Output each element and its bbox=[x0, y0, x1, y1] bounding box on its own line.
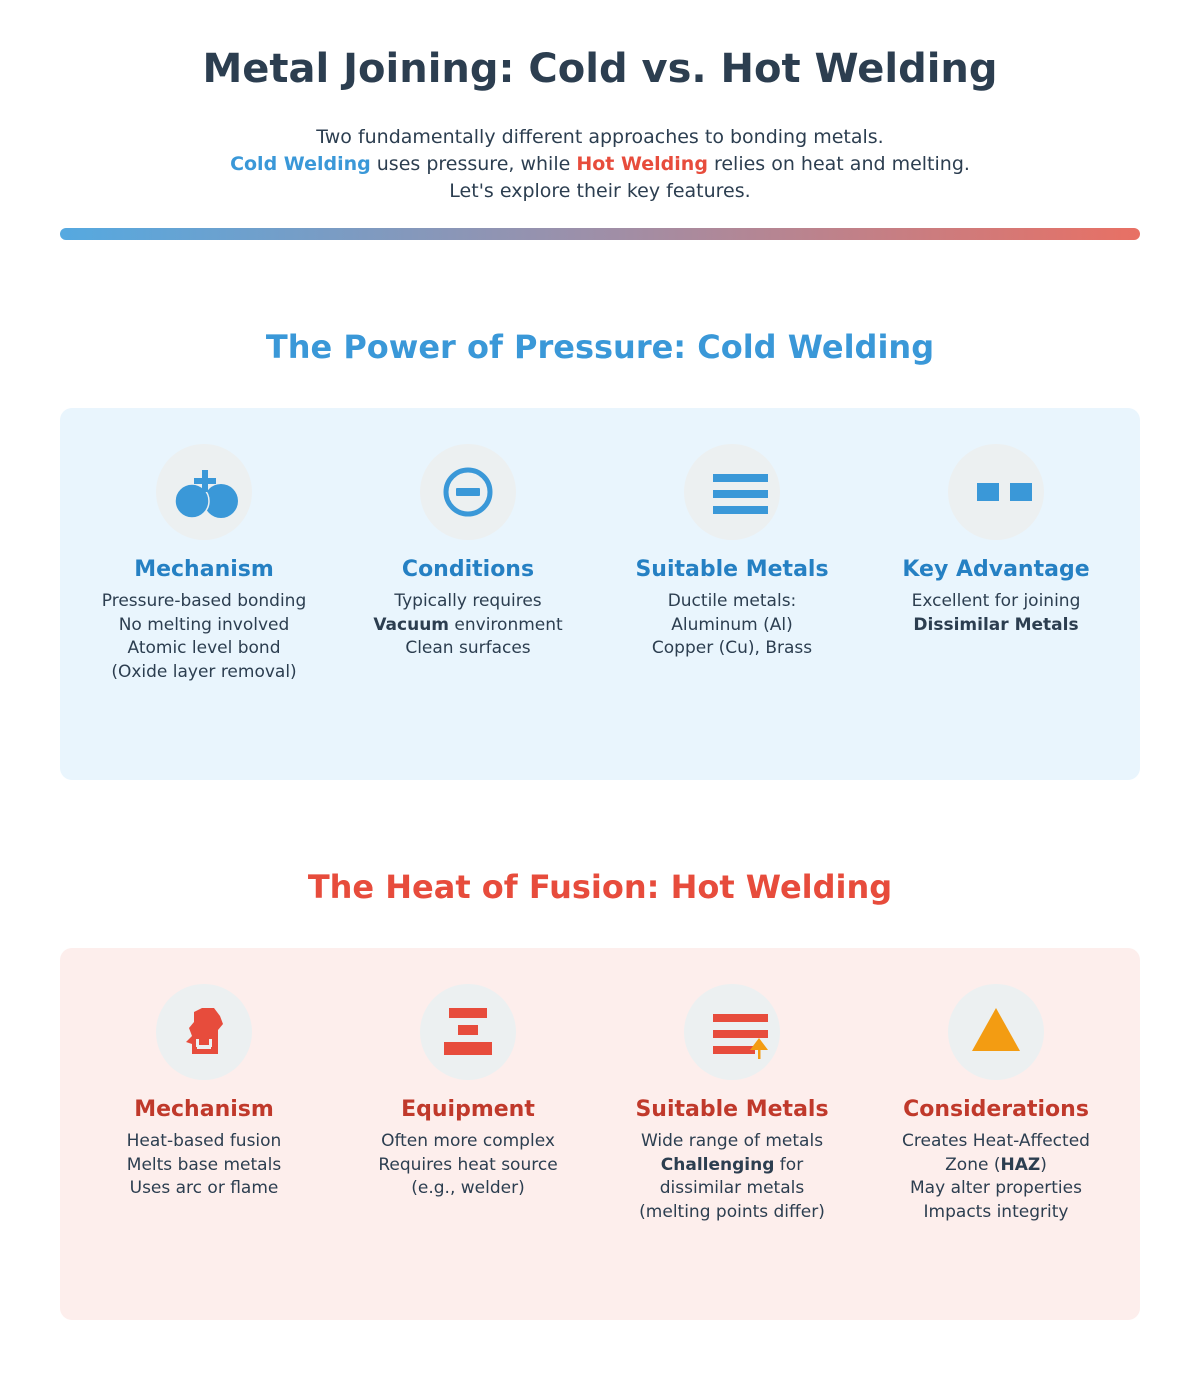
cold-metals-line-2: Aluminum (Al) bbox=[671, 614, 793, 635]
cold-conditions-card bbox=[336, 444, 600, 661]
hot-mechanism-line-1: Heat-based fusion bbox=[126, 1131, 282, 1151]
hot-mechanism-title: Mechanism bbox=[134, 1097, 274, 1122]
hot-welding-panel bbox=[60, 948, 1140, 1320]
welder-equipment-icon bbox=[420, 984, 516, 1080]
hot-considerations-zone: Zone ( bbox=[945, 1154, 1001, 1175]
metal-layers-warning-icon bbox=[684, 984, 780, 1080]
cold-advantage-dissimilar: Dissimilar Metals bbox=[913, 614, 1079, 635]
hot-metals-card bbox=[600, 984, 864, 1224]
hot-considerations-title: Considerations bbox=[903, 1097, 1089, 1122]
cold-welding-panel bbox=[60, 408, 1140, 780]
metal-layers-icon bbox=[684, 444, 780, 540]
hot-equipment-card bbox=[336, 984, 600, 1201]
cold-metals-line-1: Ductile metals: bbox=[667, 591, 797, 611]
hot-considerations-line-1: Creates Heat-Affected bbox=[902, 1131, 1090, 1151]
hot-considerations-text bbox=[864, 1130, 1128, 1224]
hot-considerations-line-4: Impacts integrity bbox=[923, 1201, 1069, 1222]
hot-considerations-card bbox=[864, 984, 1128, 1224]
intro-line-3: Let's explore their key features. bbox=[449, 180, 751, 202]
cold-conditions-text bbox=[336, 590, 600, 661]
hot-considerations-haz: HAZ bbox=[1000, 1154, 1041, 1175]
intro-cold-welding: Cold Welding bbox=[230, 153, 371, 175]
cold-conditions-title: Conditions bbox=[401, 557, 535, 582]
cold-mechanism-line-3: Atomic level bond bbox=[127, 638, 281, 658]
hot-considerations-line-2 bbox=[864, 1154, 1128, 1178]
cold-mechanism-line-1: Pressure-based bonding bbox=[101, 591, 307, 611]
hot-mechanism-text bbox=[72, 1130, 336, 1201]
cold-advantage-line-1: Excellent for joining bbox=[911, 591, 1081, 611]
cold-advantage-line-2 bbox=[864, 614, 1128, 638]
cold-conditions-environment: environment bbox=[449, 614, 563, 635]
page-title: Metal Joining: Cold vs. Hot Welding bbox=[202, 46, 998, 92]
intro-text bbox=[0, 124, 1200, 205]
intro-line-1: Two fundamentally different approaches to bonding metals. bbox=[316, 126, 884, 148]
cold-metals-title: Suitable Metals bbox=[635, 557, 829, 582]
cold-metals-line-3: Copper (Cu), Brass bbox=[651, 638, 813, 658]
intro-line-2 bbox=[0, 151, 1200, 178]
intro-mid-1: uses pressure, while bbox=[370, 153, 577, 175]
hot-equipment-title: Equipment bbox=[401, 1097, 535, 1122]
hot-equipment-line-1: Often more complex bbox=[381, 1131, 555, 1151]
dissimilar-blocks-icon bbox=[948, 444, 1044, 540]
cold-conditions-vacuum: Vacuum bbox=[373, 614, 450, 635]
hot-mechanism-line-2: Melts base metals bbox=[126, 1154, 282, 1175]
hot-considerations-paren: ) bbox=[1040, 1154, 1047, 1175]
hot-mechanism-card bbox=[72, 984, 336, 1201]
hot-considerations-line-3: May alter properties bbox=[910, 1178, 1082, 1198]
cold-conditions-line-2 bbox=[336, 614, 600, 638]
cold-mechanism-line-4: (Oxide layer removal) bbox=[111, 661, 297, 682]
hot-section-title: The Heat of Fusion: Hot Welding bbox=[307, 868, 893, 906]
cold-conditions-line-3: Clean surfaces bbox=[405, 638, 531, 658]
hot-metals-line-1: Wide range of metals bbox=[640, 1131, 824, 1151]
hot-metals-line-4: (melting points differ) bbox=[639, 1201, 825, 1222]
hot-metals-title: Suitable Metals bbox=[635, 1097, 829, 1122]
gradient-divider bbox=[60, 228, 1140, 240]
pressure-rollers-icon bbox=[156, 444, 252, 540]
cold-metals-text bbox=[600, 590, 864, 661]
hot-metals-for: for bbox=[774, 1154, 804, 1175]
intro-hot-welding: Hot Welding bbox=[576, 153, 708, 175]
hot-metals-text bbox=[600, 1130, 864, 1224]
cold-mechanism-title: Mechanism bbox=[134, 557, 274, 582]
hot-mechanism-line-3: Uses arc or flame bbox=[129, 1178, 279, 1198]
hot-equipment-line-3: (e.g., welder) bbox=[411, 1178, 525, 1198]
cold-mechanism-card bbox=[72, 444, 336, 684]
cold-advantage-text bbox=[864, 590, 1128, 637]
cold-mechanism-line-2: No melting involved bbox=[118, 614, 290, 635]
intro-mid-2: relies on heat and melting. bbox=[707, 153, 970, 175]
cold-advantage-card bbox=[864, 444, 1128, 637]
cold-conditions-line-1: Typically requires bbox=[394, 591, 542, 611]
vacuum-icon bbox=[420, 444, 516, 540]
hot-metals-line-3: dissimilar metals bbox=[659, 1178, 805, 1198]
hot-metals-line-2 bbox=[600, 1154, 864, 1178]
cold-mechanism-text bbox=[72, 590, 336, 684]
hot-metals-challenging: Challenging bbox=[660, 1154, 775, 1175]
hot-equipment-line-2: Requires heat source bbox=[378, 1154, 558, 1175]
cold-metals-card bbox=[600, 444, 864, 661]
hot-equipment-text bbox=[336, 1130, 600, 1201]
cold-advantage-title: Key Advantage bbox=[902, 557, 1090, 582]
warning-triangle-icon bbox=[948, 984, 1044, 1080]
cold-section-title: The Power of Pressure: Cold Welding bbox=[265, 328, 935, 366]
welding-torch-icon bbox=[156, 984, 252, 1080]
